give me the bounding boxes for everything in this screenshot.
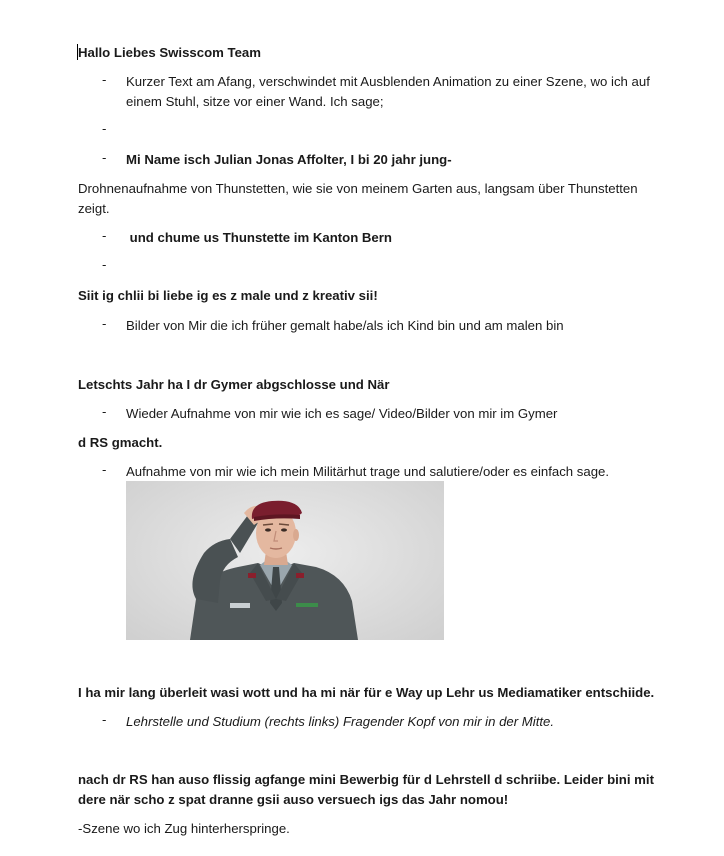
list-item-text: und chume us Thunstette im Kanton Bern (126, 230, 392, 245)
paragraph[interactable]: Siit ig chlii bi liebe ig es z male und z kreativ sii! (78, 288, 378, 303)
bullet-dash: - (102, 72, 107, 87)
soldier-illustration (126, 481, 444, 640)
bullet-dash: - (102, 404, 107, 419)
bullet-dash: - (102, 462, 107, 477)
bullet-dash: - (102, 316, 107, 331)
paragraph[interactable]: -Szene wo ich Zug hinterherspringe. (78, 821, 290, 836)
list-item-text: Wieder Aufnahme von mir wie ich es sage/ Video/Bilder von mir im Gymer (126, 406, 558, 421)
paragraph[interactable]: nach dr RS han auso flissig agfange mini Bewerbig für d Lehrstell d schriibe. Leider bini mit dere när scho z spat dranne gsii auso versuech igs das Jahr nomou! (78, 772, 654, 807)
bullet-dash: - (102, 150, 107, 165)
paragraph[interactable]: d RS gmacht. (78, 435, 163, 450)
list-item-text: Mi Name isch Julian Jonas Affolter, I bi 20 jahr jung- (126, 152, 452, 167)
paragraph[interactable]: Drohnenaufnahme von Thunstetten, wie sie von meinem Garten aus, langsam über Thunstetten zeigt. (78, 181, 638, 216)
greeting-line[interactable]: Hallo Liebes Swisscom Team (78, 45, 261, 60)
soldier-photo[interactable] (126, 481, 444, 640)
list-item-text: Bilder von Mir die ich früher gemalt habe/als ich Kind bin und am malen bin (126, 318, 564, 333)
bullet-dash: - (102, 712, 107, 727)
bullet-dash: - (102, 257, 107, 272)
paragraph[interactable]: I ha mir lang überleit wasi wott und ha mi när für e Way up Lehr us Mediamatiker entschiide. (78, 685, 655, 700)
bullet-dash: - (102, 121, 107, 136)
paragraph[interactable]: Letschts Jahr ha I dr Gymer abgschlosse und När (78, 377, 390, 392)
list-item-text: Aufnahme von mir wie ich mein Militärhut trage und salutiere/oder es einfach sage. (126, 464, 610, 479)
list-item-text: Kurzer Text am Afang, verschwindet mit Ausblenden Animation zu einer Szene, wo ich auf einem Stuhl, sitze vor einer Wand. Ich sage; (126, 74, 650, 109)
bullet-dash: - (102, 228, 107, 243)
list-item-text: Lehrstelle und Studium (rechts links) Fragender Kopf von mir in der Mitte. (126, 714, 555, 729)
